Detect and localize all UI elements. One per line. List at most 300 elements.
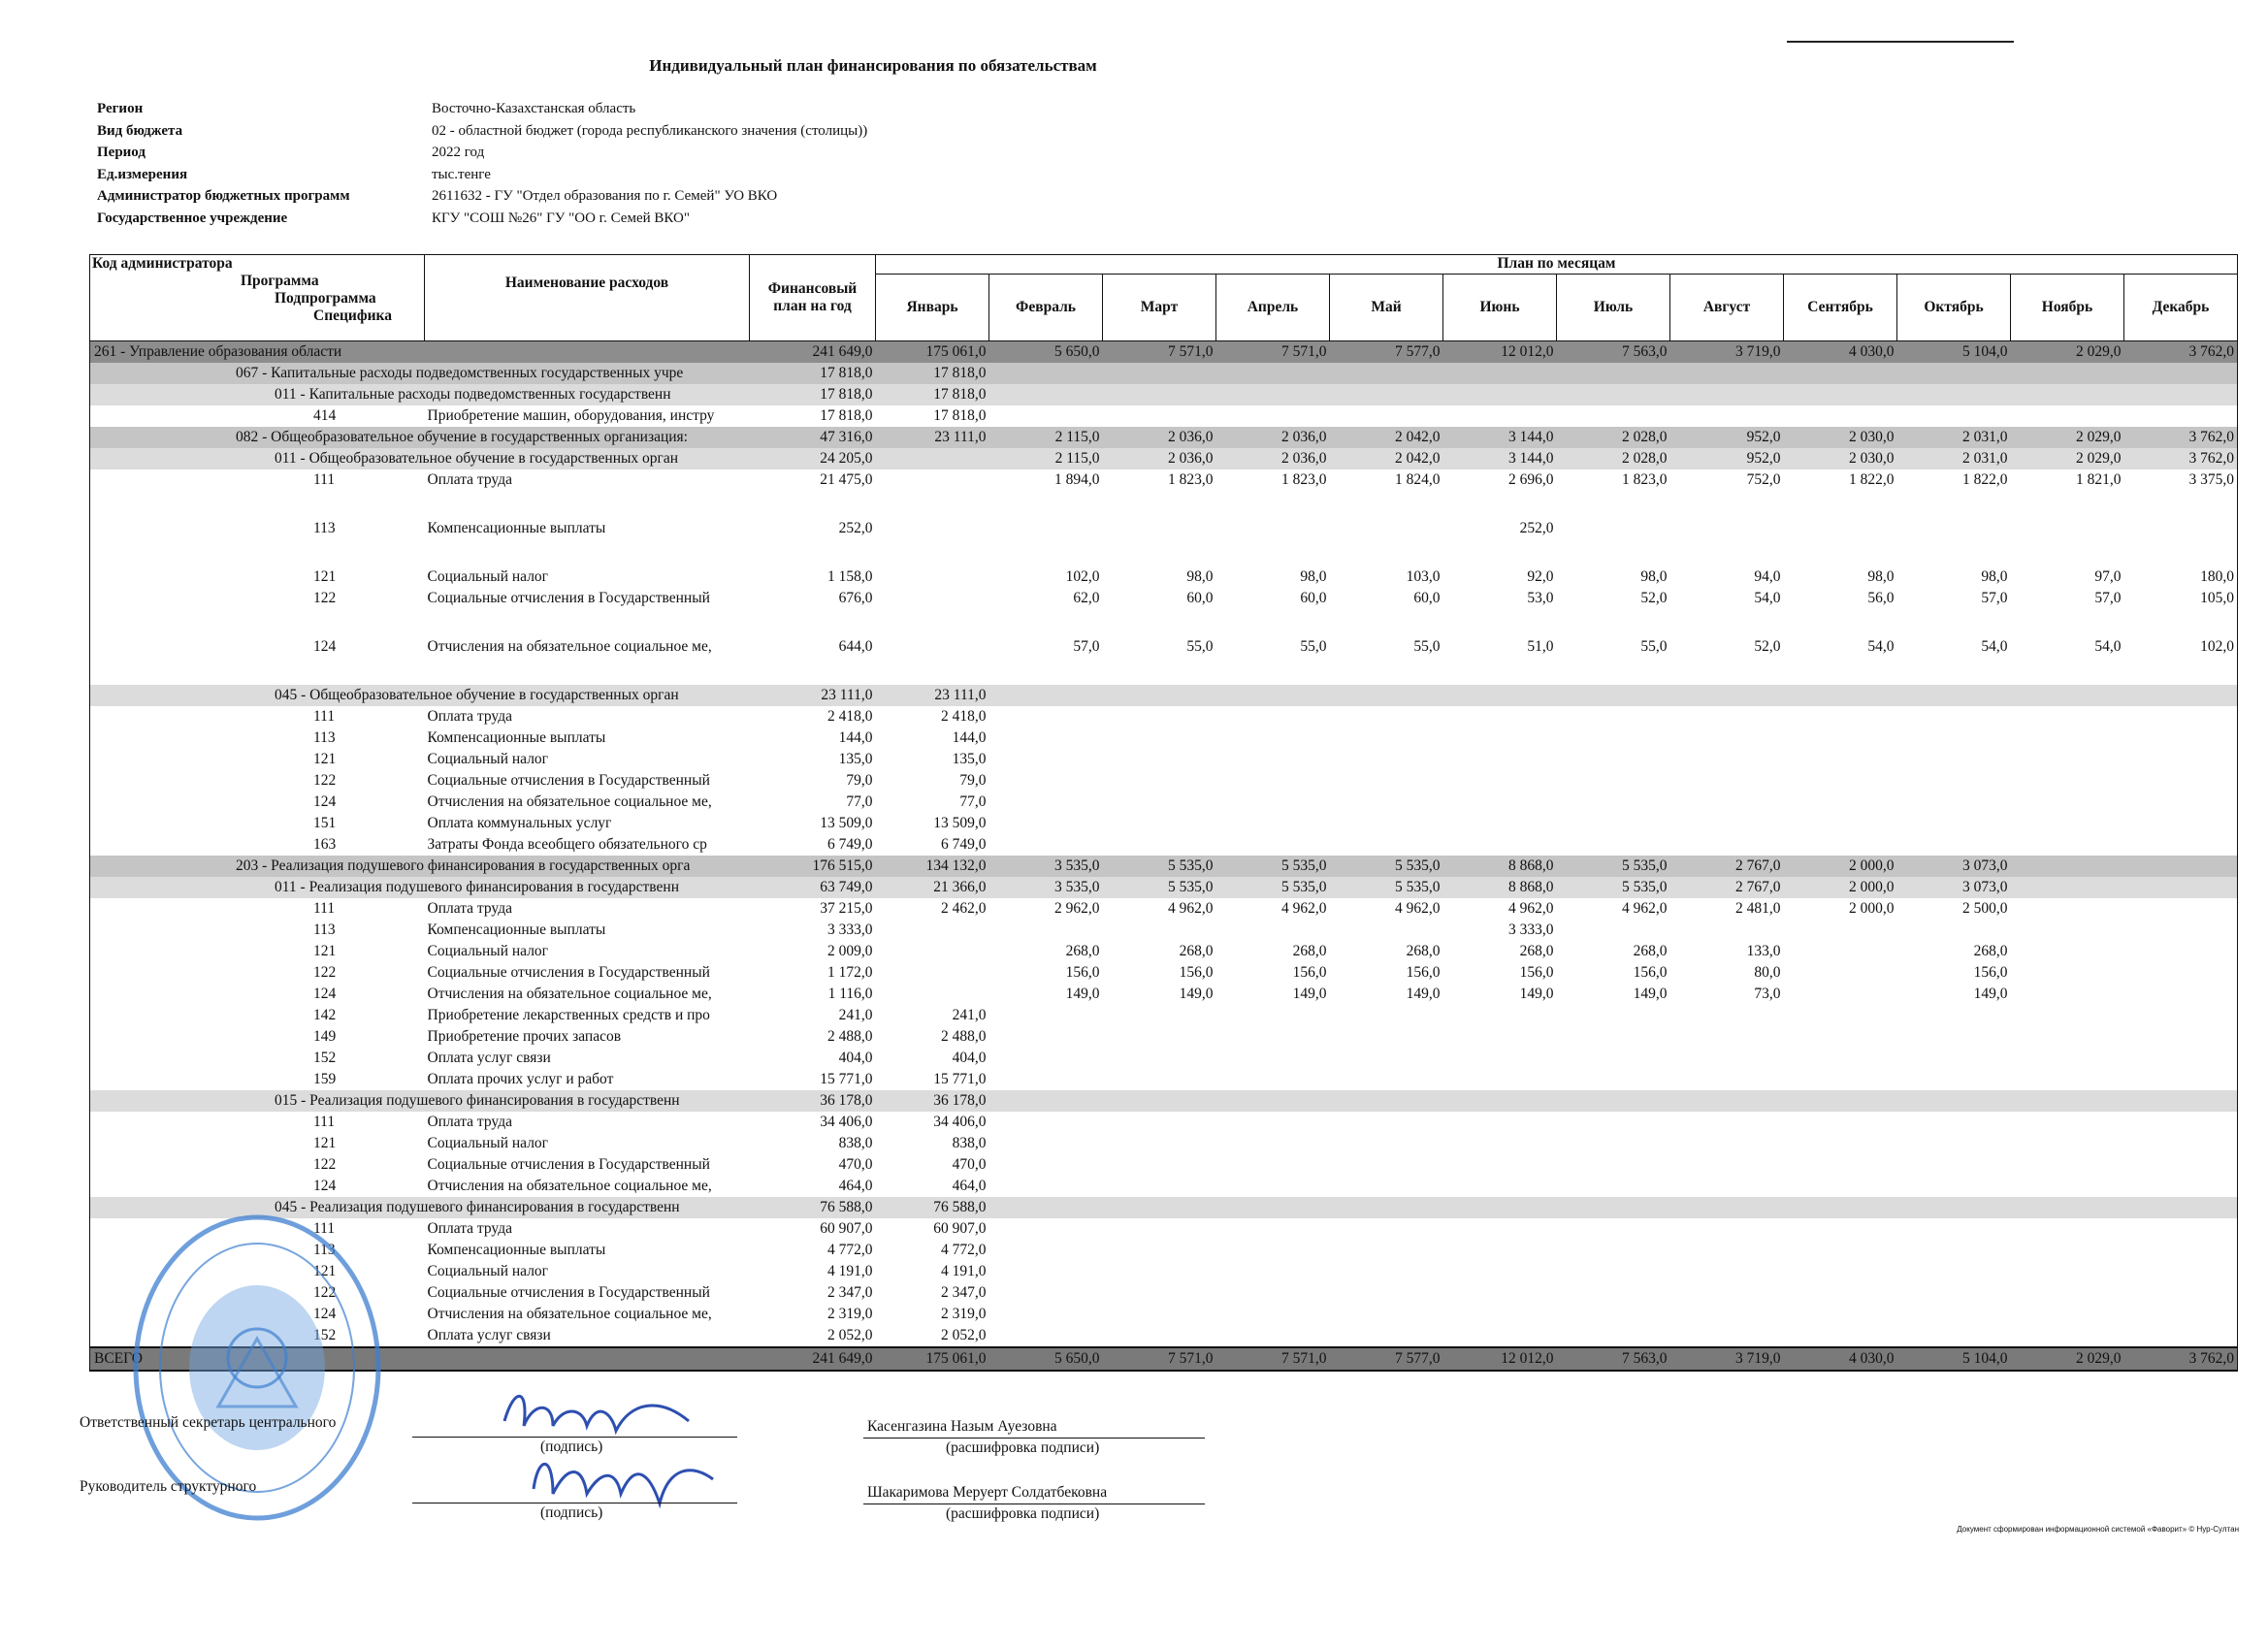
- month-value: 149,0: [1633, 986, 1668, 1002]
- month-value: [2124, 518, 2238, 566]
- meta-value: 2611632 - ГУ "Отдел образования по г. Семей" УО ВКО: [432, 188, 778, 204]
- month-value: [2124, 1325, 2238, 1347]
- month-value: 4 962,0: [1168, 900, 1214, 917]
- expense-name: Отчисления на обязательное социальное ме,: [427, 1306, 712, 1322]
- month-value: [2011, 728, 2124, 749]
- month-value: [2124, 813, 2238, 834]
- table-row: [90, 728, 2238, 749]
- seal-stamp: [131, 1212, 383, 1523]
- month-value: [989, 1154, 1103, 1176]
- annual-plan: 6 749,0: [827, 836, 873, 853]
- month-value: 98,0: [1186, 568, 1214, 585]
- month-value: 3 144,0: [1443, 427, 1557, 448]
- specific-code: 124: [313, 1306, 337, 1322]
- month-value: 102,0: [2200, 638, 2234, 655]
- month-value: [1216, 685, 1330, 706]
- group-label: 045 - Реализация подушевого финансирования в государственн: [90, 1197, 750, 1218]
- month-value: [1557, 518, 1670, 566]
- month-value: [1784, 813, 1897, 834]
- month-value: [876, 941, 989, 962]
- month-value: [1103, 685, 1216, 706]
- month-value: [1670, 792, 1784, 813]
- code-header-program: Программа: [241, 273, 319, 289]
- month-value: 268,0: [1519, 943, 1554, 959]
- specific-code: 142: [313, 1007, 337, 1023]
- month-value: 156,0: [1973, 964, 2008, 981]
- table-row: [90, 384, 2238, 405]
- expense-name: Оплата услуг связи: [427, 1327, 551, 1343]
- month-value: [2011, 1090, 2124, 1112]
- month-value: 105,0: [2200, 590, 2234, 606]
- month-value: [1216, 1218, 1330, 1240]
- annual-plan: 470,0: [838, 1156, 873, 1173]
- expense-name: Приобретение прочих запасов: [427, 1028, 622, 1045]
- month-value: 2 500,0: [1962, 900, 2008, 917]
- month-value: 3 375,0: [2188, 471, 2234, 488]
- month-value: [1216, 1304, 1330, 1325]
- month-value: 53,0: [1527, 590, 1554, 606]
- month-value: 5 535,0: [1557, 856, 1670, 877]
- month-value: [989, 405, 1103, 427]
- table-row: [90, 1090, 2238, 1112]
- month-value: 2 042,0: [1330, 427, 1443, 448]
- code-header-specific: Специфика: [313, 307, 392, 324]
- code-header-subprogram: Подпрограмма: [275, 290, 376, 307]
- month-value: [1670, 1218, 1784, 1240]
- month-value: [1897, 1218, 2011, 1240]
- month-value: 23 111,0: [876, 685, 989, 706]
- month-value: [2124, 384, 2238, 405]
- month-value: 2 319,0: [941, 1306, 987, 1322]
- month-value: [1557, 1026, 1670, 1048]
- month-value: [1443, 1112, 1557, 1133]
- annual-plan: 15 771,0: [820, 1071, 873, 1087]
- month-value: 2 030,0: [1784, 448, 1897, 469]
- month-value: [2011, 1176, 2124, 1197]
- month-value: [989, 792, 1103, 813]
- month-value: [2011, 920, 2124, 941]
- expense-name: Компенсационные выплаты: [427, 1242, 606, 1258]
- month-value: 1 821,0: [2076, 471, 2122, 488]
- expense-name: Затраты Фонда всеобщего обязательного ср: [427, 836, 707, 853]
- month-value: [1670, 518, 1784, 566]
- document-title: Индивидуальный план финансирования по обязательствам: [649, 56, 1097, 75]
- month-value: [1103, 834, 1216, 856]
- month-value: [1897, 1048, 2011, 1069]
- month-value: 55,0: [1640, 638, 1668, 655]
- month-value: 3 333,0: [1508, 922, 1554, 938]
- month-value: [1897, 518, 2011, 566]
- month-value: 464,0: [952, 1178, 987, 1194]
- table-row: [90, 1005, 2238, 1026]
- expense-name: Оплата услуг связи: [427, 1050, 551, 1066]
- month-value: [1784, 1261, 1897, 1282]
- month-value: [1897, 685, 2011, 706]
- month-value: [1330, 1154, 1443, 1176]
- month-value: [1784, 728, 1897, 749]
- month-value: [876, 469, 989, 518]
- sign2-name-sub: (расшифровка подписи): [946, 1505, 1100, 1522]
- sign1-name-line: [863, 1438, 1205, 1439]
- annual-plan: 24 205,0: [750, 448, 876, 469]
- month-header: Июнь: [1443, 274, 1557, 340]
- meta-row: [97, 123, 867, 146]
- month-value: 1 822,0: [1962, 471, 2008, 488]
- month-value: [989, 685, 1103, 706]
- month-value: 5 535,0: [1103, 856, 1216, 877]
- month-value: 3 762,0: [2124, 448, 2238, 469]
- month-value: [1216, 813, 1330, 834]
- table-row: [90, 898, 2238, 920]
- month-value: 470,0: [952, 1156, 987, 1173]
- table-row: [90, 1240, 2238, 1261]
- expense-name: Оплата труда: [427, 1220, 512, 1237]
- meta-value: 2022 год: [432, 145, 485, 160]
- month-value: 3 719,0: [1670, 1347, 1784, 1371]
- month-value: 2 042,0: [1330, 448, 1443, 469]
- month-value: [1443, 384, 1557, 405]
- month-value: 156,0: [1292, 964, 1327, 981]
- month-value: 180,0: [2200, 568, 2234, 585]
- table-row: [90, 1048, 2238, 1069]
- month-value: [1216, 1197, 1330, 1218]
- month-value: 4 772,0: [941, 1242, 987, 1258]
- month-value: [1330, 1026, 1443, 1048]
- expense-name: Социальные отчисления в Государственный: [427, 964, 710, 981]
- month-value: 2 418,0: [941, 708, 987, 725]
- month-value: 3 535,0: [989, 877, 1103, 898]
- month-value: 175 061,0: [876, 341, 989, 364]
- annual-plan: 77,0: [846, 793, 873, 810]
- month-value: [989, 1069, 1103, 1090]
- month-value: 97,0: [2094, 568, 2122, 585]
- month-value: 3 535,0: [989, 856, 1103, 877]
- month-value: [2124, 1261, 2238, 1282]
- month-value: 12 012,0: [1443, 341, 1557, 364]
- month-value: 2 029,0: [2011, 427, 2124, 448]
- month-value: [2011, 384, 2124, 405]
- month-value: [1784, 770, 1897, 792]
- month-value: 149,0: [1292, 986, 1327, 1002]
- meta-row: [97, 167, 867, 189]
- month-value: [1784, 834, 1897, 856]
- annual-plan: 34 406,0: [820, 1114, 873, 1130]
- month-value: [1784, 1282, 1897, 1304]
- month-value: [1897, 1261, 2011, 1282]
- specific-code: 111: [313, 1114, 336, 1130]
- month-value: 5 104,0: [1897, 1347, 2011, 1371]
- month-value: [1557, 834, 1670, 856]
- month-value: [2011, 706, 2124, 728]
- expense-name: Приобретение лекарственных средств и про: [427, 1007, 710, 1023]
- table-row: [90, 1325, 2238, 1347]
- month-value: [1897, 1026, 2011, 1048]
- month-value: 156,0: [1179, 964, 1214, 981]
- month-value: 60 907,0: [933, 1220, 987, 1237]
- table-row: [90, 1218, 2238, 1240]
- month-value: [2124, 1154, 2238, 1176]
- month-value: [1557, 363, 1670, 384]
- month-value: [2124, 1048, 2238, 1069]
- month-value: [2011, 1197, 2124, 1218]
- month-value: [1897, 1112, 2011, 1133]
- month-value: [2011, 1048, 2124, 1069]
- month-value: [1557, 1240, 1670, 1261]
- month-value: 7 577,0: [1330, 341, 1443, 364]
- table-row: [90, 469, 2238, 518]
- month-value: 952,0: [1670, 448, 1784, 469]
- expense-name: Отчисления на обязательное социальное ме,: [427, 1178, 712, 1194]
- month-value: [1103, 1048, 1216, 1069]
- month-value: [1216, 1048, 1330, 1069]
- month-value: [2011, 749, 2124, 770]
- month-value: [1897, 1133, 2011, 1154]
- month-value: 73,0: [1754, 986, 1781, 1002]
- annual-plan: 135,0: [838, 751, 873, 767]
- table-row: [90, 1026, 2238, 1048]
- annual-plan: 241 649,0: [750, 341, 876, 364]
- month-value: [1330, 363, 1443, 384]
- month-value: 156,0: [1406, 964, 1441, 981]
- month-value: 52,0: [1754, 638, 1781, 655]
- table-row: [90, 1176, 2238, 1197]
- month-value: [1897, 706, 2011, 728]
- month-value: [2011, 518, 2124, 566]
- month-value: [1557, 1304, 1670, 1325]
- expense-name: Отчисления на обязательное социальное ме,: [427, 986, 712, 1002]
- annual-plan: 36 178,0: [750, 1090, 876, 1112]
- month-value: [1443, 728, 1557, 749]
- expense-name: Социальный налог: [427, 751, 549, 767]
- month-value: [1897, 728, 2011, 749]
- month-value: [2124, 1304, 2238, 1325]
- month-value: 54,0: [1981, 638, 2008, 655]
- month-value: [1330, 1282, 1443, 1304]
- month-value: [1897, 1304, 2011, 1325]
- month-value: [2011, 834, 2124, 856]
- specific-code: 163: [313, 836, 337, 853]
- month-value: [2124, 1197, 2238, 1218]
- month-value: 7 571,0: [1216, 1347, 1330, 1371]
- month-value: 60,0: [1413, 590, 1441, 606]
- table-row: [90, 834, 2238, 856]
- month-value: 3 073,0: [1897, 877, 2011, 898]
- month-value: [1557, 1005, 1670, 1026]
- month-value: [1557, 1176, 1670, 1197]
- month-value: 5 535,0: [1216, 877, 1330, 898]
- table-row: [90, 706, 2238, 728]
- month-header: Май: [1330, 274, 1443, 340]
- month-value: [1443, 685, 1557, 706]
- specific-code: 121: [313, 943, 337, 959]
- annual-plan: 676,0: [838, 590, 873, 606]
- specific-code: 111: [313, 1220, 336, 1237]
- month-value: 80,0: [1754, 964, 1781, 981]
- table-row: [90, 984, 2238, 1005]
- month-value: [2124, 1240, 2238, 1261]
- sign1-label: Ответственный секретарь центрального: [80, 1414, 337, 1431]
- month-value: [2011, 685, 2124, 706]
- month-value: 5 104,0: [1897, 341, 2011, 364]
- month-value: [1897, 1069, 2011, 1090]
- month-value: [1784, 749, 1897, 770]
- table-row: [90, 877, 2238, 898]
- expense-name: Компенсационные выплаты: [427, 729, 606, 746]
- month-value: 54,0: [2094, 638, 2122, 655]
- month-value: [1330, 1133, 1443, 1154]
- month-value: 62,0: [1073, 590, 1100, 606]
- month-value: 268,0: [1292, 943, 1327, 959]
- month-value: [1443, 792, 1557, 813]
- month-value: 2 052,0: [941, 1327, 987, 1343]
- month-value: [1557, 1325, 1670, 1347]
- month-value: [1557, 1261, 1670, 1282]
- month-value: [1784, 1218, 1897, 1240]
- month-value: 102,0: [1065, 568, 1100, 585]
- month-value: [989, 518, 1103, 566]
- month-value: [1330, 834, 1443, 856]
- group-label: 011 - Общеобразовательное обучение в государственных орган: [90, 448, 750, 469]
- month-value: [1784, 1176, 1897, 1197]
- month-value: [989, 1218, 1103, 1240]
- month-value: [876, 920, 989, 941]
- expense-name: Отчисления на обязательное социальное ме,: [427, 638, 712, 655]
- month-value: 2 029,0: [2011, 448, 2124, 469]
- month-value: [1557, 792, 1670, 813]
- month-value: 79,0: [959, 772, 987, 789]
- month-value: [1897, 1197, 2011, 1218]
- expense-name: Оплата труда: [427, 900, 512, 917]
- month-value: [1670, 1282, 1784, 1304]
- group-label: 082 - Общеобразовательное обучение в государственных организация:: [90, 427, 750, 448]
- month-value: [1443, 813, 1557, 834]
- month-value: [1670, 920, 1784, 941]
- table-row: [90, 792, 2238, 813]
- month-value: [1670, 1325, 1784, 1347]
- annual-plan: 176 515,0: [750, 856, 876, 877]
- specific-code: 113: [313, 520, 336, 536]
- month-header: Январь: [876, 274, 989, 340]
- month-value: 3 762,0: [2124, 427, 2238, 448]
- month-value: [1670, 1090, 1784, 1112]
- month-value: [1443, 363, 1557, 384]
- month-value: 2 462,0: [941, 900, 987, 917]
- month-value: [2011, 1133, 2124, 1154]
- table-row: [90, 962, 2238, 984]
- month-value: [1443, 834, 1557, 856]
- month-value: [1897, 749, 2011, 770]
- annual-plan: 241,0: [838, 1007, 873, 1023]
- month-value: 1 894,0: [1054, 471, 1100, 488]
- month-value: [1897, 834, 2011, 856]
- month-value: [989, 1026, 1103, 1048]
- table-row: [90, 813, 2238, 834]
- month-value: 3 762,0: [2124, 1347, 2238, 1371]
- month-value: [1216, 834, 1330, 856]
- month-value: [2011, 1218, 2124, 1240]
- month-value: [1216, 749, 1330, 770]
- month-value: [2011, 813, 2124, 834]
- month-value: [1103, 1197, 1216, 1218]
- month-value: [1557, 1197, 1670, 1218]
- month-value: [1784, 384, 1897, 405]
- month-value: [1103, 1240, 1216, 1261]
- month-value: 94,0: [1754, 568, 1781, 585]
- month-value: 149,0: [1179, 986, 1214, 1002]
- month-value: [989, 1304, 1103, 1325]
- month-value: [2124, 898, 2238, 920]
- month-value: 5 535,0: [1330, 877, 1443, 898]
- month-value: 77,0: [959, 793, 987, 810]
- month-value: 98,0: [1981, 568, 2008, 585]
- month-value: [1330, 706, 1443, 728]
- month-value: 5 535,0: [1557, 877, 1670, 898]
- month-value: [1216, 1133, 1330, 1154]
- month-value: [1897, 405, 2011, 427]
- month-value: [876, 588, 989, 636]
- specific-code: 151: [313, 815, 337, 831]
- month-value: [1103, 1325, 1216, 1347]
- month-value: [1216, 363, 1330, 384]
- month-value: [1443, 1304, 1557, 1325]
- month-value: [989, 1090, 1103, 1112]
- month-value: [1330, 728, 1443, 749]
- month-value: [2011, 363, 2124, 384]
- specific-code: 122: [313, 772, 337, 789]
- month-value: 149,0: [1406, 986, 1441, 1002]
- month-value: 2 028,0: [1557, 427, 1670, 448]
- group-label: 015 - Реализация подушевого финансирования в государственн: [90, 1090, 750, 1112]
- month-value: [1216, 1069, 1330, 1090]
- month-value: 2 696,0: [1508, 471, 1554, 488]
- month-value: [1784, 1048, 1897, 1069]
- month-value: [2124, 962, 2238, 984]
- month-value: [2124, 1069, 2238, 1090]
- month-value: [1103, 1261, 1216, 1282]
- month-value: [1897, 920, 2011, 941]
- month-value: [1216, 1154, 1330, 1176]
- month-value: [1216, 920, 1330, 941]
- month-value: 7 571,0: [1103, 1347, 1216, 1371]
- month-value: [1784, 1197, 1897, 1218]
- specific-code: 124: [313, 986, 337, 1002]
- month-value: [2011, 1304, 2124, 1325]
- month-value: [2011, 792, 2124, 813]
- table-row: [90, 920, 2238, 941]
- month-value: 56,0: [1867, 590, 1895, 606]
- month-value: [989, 1112, 1103, 1133]
- month-value: [2011, 1112, 2124, 1133]
- month-value: [2011, 962, 2124, 984]
- month-header: Август: [1670, 274, 1784, 340]
- month-value: 7 577,0: [1330, 1347, 1443, 1371]
- month-value: 17 818,0: [876, 363, 989, 384]
- month-value: [2011, 1026, 2124, 1048]
- meta-value: Восточно-Казахстанская область: [432, 101, 636, 116]
- month-value: [1897, 1325, 2011, 1347]
- month-value: [2011, 770, 2124, 792]
- table-row: [90, 566, 2238, 588]
- table-row: [90, 1112, 2238, 1133]
- month-value: [876, 518, 989, 566]
- expense-name: Компенсационные выплаты: [427, 520, 606, 536]
- expense-name: Социальные отчисления в Государственный: [427, 1156, 710, 1173]
- expense-name: Социальный налог: [427, 1263, 549, 1279]
- meta-row: [97, 210, 867, 233]
- month-value: [1103, 518, 1216, 566]
- month-value: [1670, 405, 1784, 427]
- month-value: [1216, 770, 1330, 792]
